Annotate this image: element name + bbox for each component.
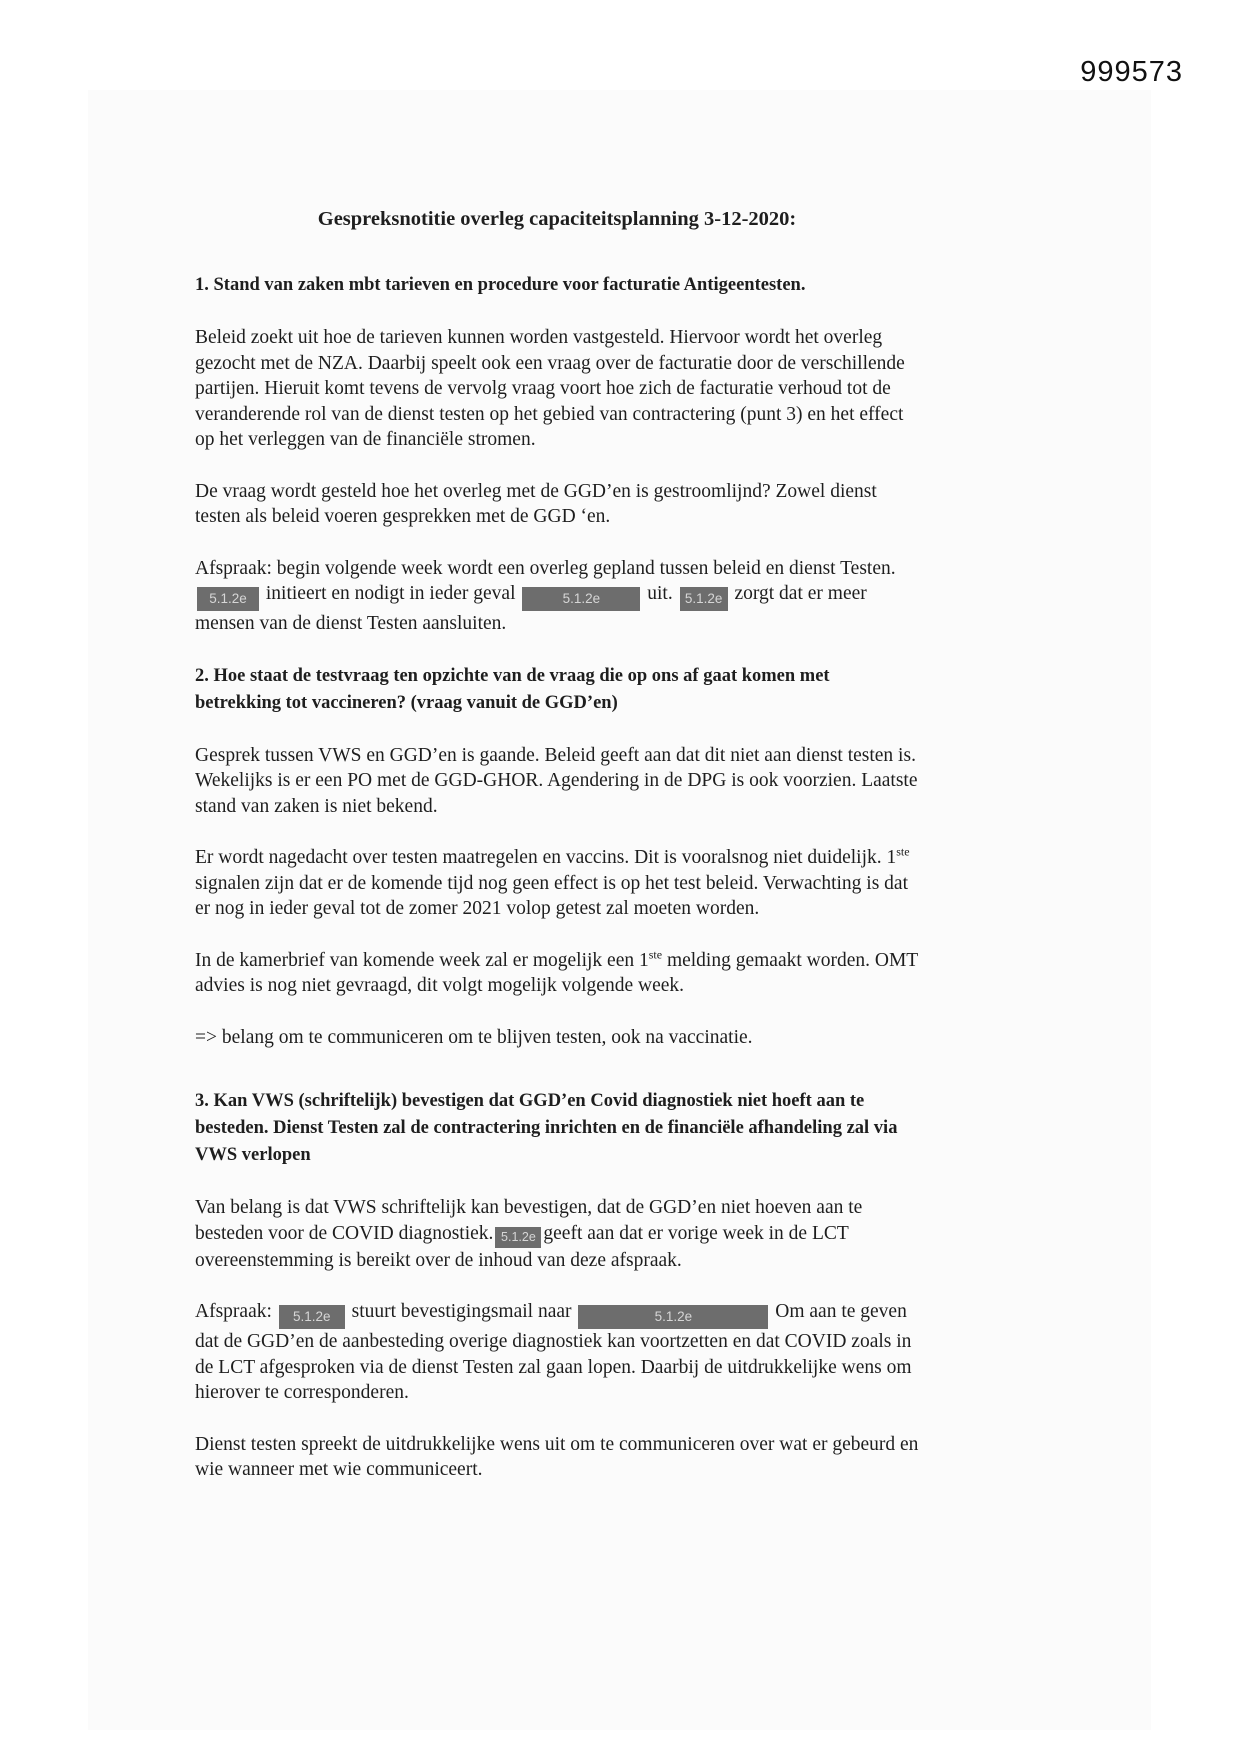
section-heading: 1. Stand van zaken mbt tarieven en procedure voor facturatie Antigeentesten. <box>195 275 806 295</box>
paragraph: Beleid zoekt uit hoe de tarieven kunnen worden vastgesteld. Hiervoor wordt het overleg gezocht met de NZA. Daarbij speelt ook een vraag over de facturatie door de verschillende partijen. Hieruit komt tevens de vervolg vraag voort hoe zich de facturatie verhoud tot de veranderende rol van de dienst testen op het gebied van contractering (punt 3) en het effect op het verleggen van de financiële stromen. <box>195 327 905 450</box>
redaction-box: 5.1.2e <box>522 587 640 611</box>
paragraph: Gesprek tussen VWS en GGD’en is gaande. Beleid geeft aan dat dit niet aan dienst testen is. Wekelijks is er een PO met de GGD-GHOR. Agendering in de DPG is ook voorzien. Laatste stand van zaken is niet bekend. <box>195 744 918 817</box>
document-title: Gespreksnotitie overleg capaciteitsplanning 3-12-2020: <box>317 208 797 230</box>
paragraph: De vraag wordt gesteld hoe het overleg met de GGD’en is gestroomlijnd? Zowel dienst testen als beleid voeren gesprekken met de GGD ‘en. <box>195 480 877 527</box>
paragraph: Afspraak: begin volgende week wordt een overleg gepland tussen beleid en dienst Testen. 5.1.2e initieert en nodigt in ieder geval 5.1.2e uit. 5.1.2e zorgt dat er meer mensen van de dienst Testen aansluiten. <box>195 557 896 634</box>
paragraph: Er wordt nagedacht over testen maatregelen en vaccins. Dit is vooralsnog niet duidelijk. 1ste signalen zijn dat er de komende tijd nog geen effect is op het test beleid. Verwachting is dat er nog in ieder geval tot de zomer 2021 volop getest zal moeten worden. <box>195 844 910 919</box>
ordinal-superscript: ste <box>648 947 663 961</box>
redaction-box: 5.1.2e <box>495 1227 541 1248</box>
paragraph: Dienst testen spreekt de uitdrukkelijke wens uit om te communiceren over wat er gebeurd en wie wanneer met wie communiceert. <box>195 1433 919 1480</box>
document-body <box>195 272 919 1483</box>
page-number: 999573 <box>1080 56 1183 88</box>
redaction-box: 5.1.2e <box>578 1305 768 1329</box>
redaction-box: 5.1.2e <box>197 587 259 611</box>
paragraph: In de kamerbrief van komende week zal er mogelijk een 1ste melding gemaakt worden. OMT advies is nog niet gevraagd, dit volgt mogelijk volgende week. <box>195 947 918 996</box>
document-content <box>195 206 919 1509</box>
redaction-box: 5.1.2e <box>279 1305 345 1329</box>
paragraph: Van belang is dat VWS schriftelijk kan bevestigen, dat de GGD’en niet hoeven aan te besteden voor de COVID diagnostiek. 5.1.2e geeft aan dat er vorige week in de LCT overeenstemming is bereikt over de inhoud van deze afspraak. <box>195 1197 863 1271</box>
redaction-box: 5.1.2e <box>680 587 728 611</box>
section-heading: 2. Hoe staat de testvraag ten opzichte van de vraag die op ons af gaat komen met betrekking tot vaccineren? (vraag vanuit de GGD’en) <box>195 665 830 713</box>
paragraph: => belang om te communiceren om te blijven testen, ook na vaccinatie. <box>195 1026 753 1048</box>
paragraph: Afspraak: 5.1.2e stuurt bevestigingsmail naar 5.1.2e Om aan te geven dat de GGD’en de aanbesteding overige diagnostiek kan voortzetten en dat COVID zoals in de LCT afgesproken via de dienst Testen zal gaan lopen. Daarbij de uitdrukkelijke wens om hierover te corresponderen. <box>195 1301 912 1403</box>
ordinal-superscript: ste <box>896 844 910 859</box>
section-heading: 3. Kan VWS (schriftelijk) bevestigen dat GGD’en Covid diagnostiek niet hoeft aan te besteden. Dienst Testen zal de contractering inrichten en de financiële afhandeling zal via VWS verlopen <box>195 1091 898 1165</box>
